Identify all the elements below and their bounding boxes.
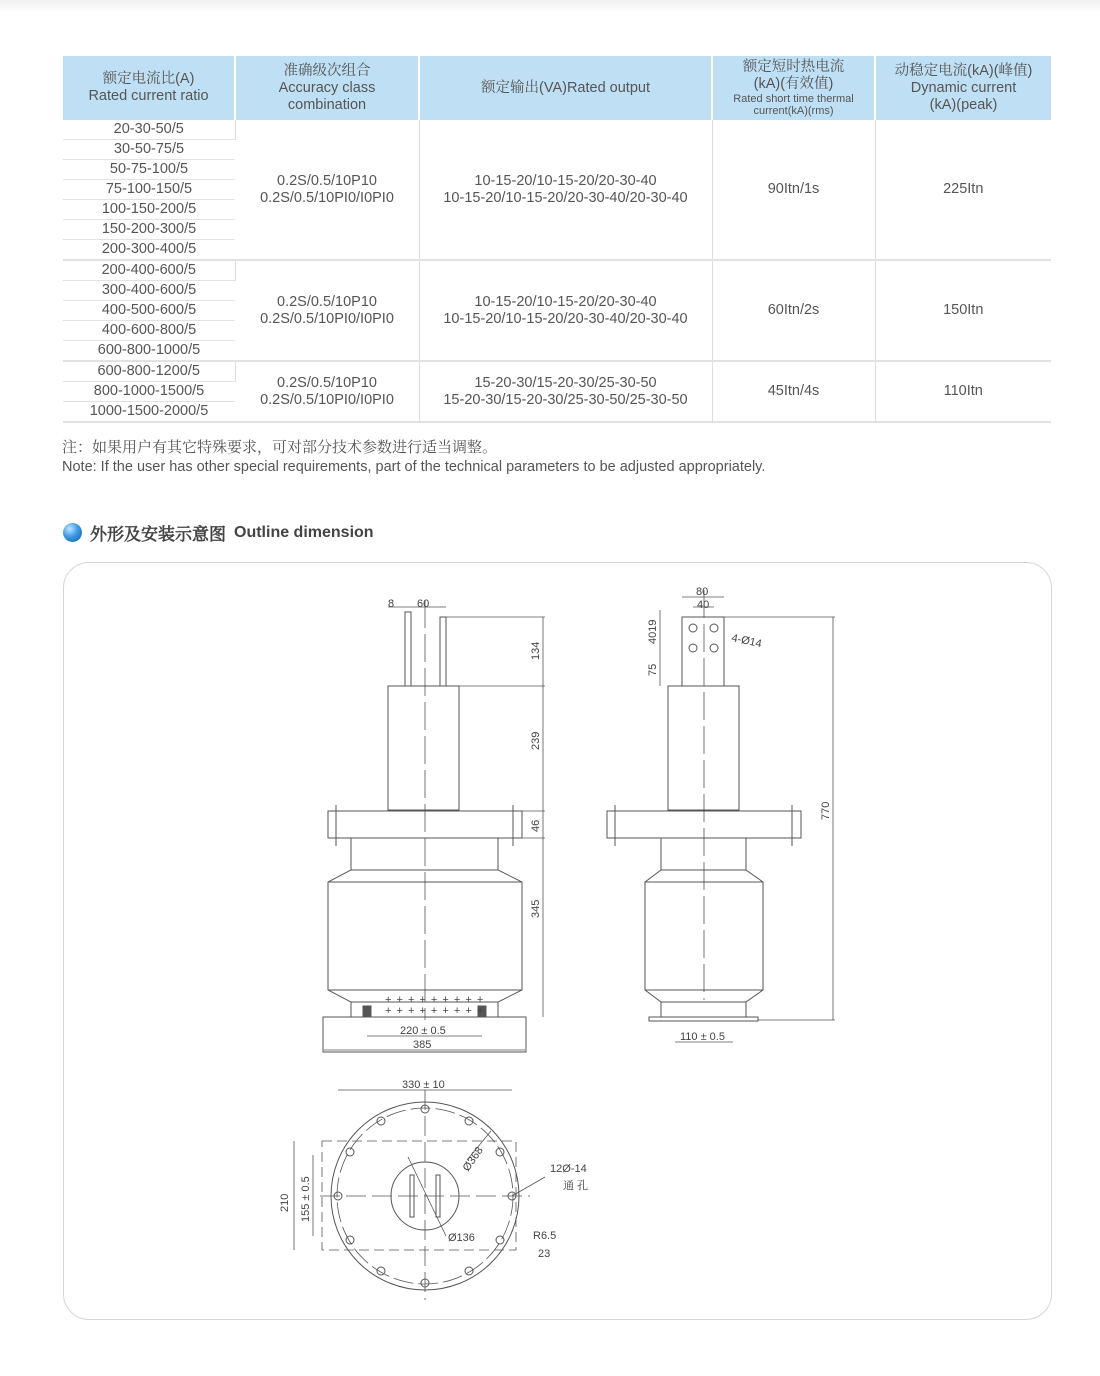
upper-insulator xyxy=(388,686,459,810)
dim-40: 40 xyxy=(697,599,710,611)
dim-110: 110 ± 0.5 xyxy=(680,1031,725,1043)
note-en: Note: If the user has other special requirements, part of the technical parameters to be adjusted appropriately. xyxy=(62,459,766,475)
output-line: 10-15-20/10-15-20/20-30-40/20-30-40 xyxy=(443,189,688,206)
header-en: Rated current ratio xyxy=(88,88,209,104)
header-cn: 准确级次组合 xyxy=(283,62,371,79)
dim-r65: R6.5 xyxy=(533,1230,557,1242)
dim-345: 345 xyxy=(530,899,542,918)
cell-current-ratio: 75-100-150/5 xyxy=(63,180,235,200)
cell-current-ratio: 30-50-75/5 xyxy=(63,140,235,160)
dim-through: 通 孔 xyxy=(563,1180,589,1192)
dynamic-value: 225Itn xyxy=(943,181,984,197)
cell-current-ratio: 1000-1500-2000/5 xyxy=(63,402,235,423)
bottom-dimensions xyxy=(279,1079,588,1260)
dim-holes: 12Ø-14 xyxy=(550,1163,587,1175)
dim-60: 60 xyxy=(417,598,430,610)
svg-text:+ + + + + + + + +: + + + + + + + + + xyxy=(385,994,485,1006)
dim-4019: 4019 xyxy=(647,619,659,644)
accuracy-line: 0.2S/0.5/10PI0/I0PI0 xyxy=(260,391,394,408)
cell-current-ratio: 200-400-600/5 xyxy=(63,260,235,281)
output-line: 10-15-20/10-15-20/20-30-40 xyxy=(474,172,657,189)
accuracy-line: 0.2S/0.5/10P10 xyxy=(277,172,377,189)
output-line: 15-20-30/15-20-30/25-30-50 xyxy=(474,374,657,391)
cell-current-ratio: 400-500-600/5 xyxy=(63,301,235,321)
output-line: 10-15-20/10-15-20/20-30-40 xyxy=(474,293,657,310)
cell-current-ratio: 300-400-600/5 xyxy=(63,281,235,301)
cell-current-ratio: 600-800-1200/5 xyxy=(63,361,235,382)
accuracy-line: 0.2S/0.5/10P10 xyxy=(277,293,377,310)
dim-134: 134 xyxy=(530,641,542,660)
dim-80: 80 xyxy=(696,586,709,598)
accuracy-line: 0.2S/0.5/10P10 xyxy=(277,374,377,391)
header-cn: 额定电流比(A) xyxy=(102,71,195,87)
svg-text:+ + + + + + + + +: + + + + + + + + + xyxy=(385,1005,485,1017)
dynamic-value: 110Itn xyxy=(943,383,983,399)
dim-holes: 4-Ø14 xyxy=(730,632,763,651)
thermal-value: 45Itn/4s xyxy=(767,383,820,399)
cell-current-ratio: 400-600-800/5 xyxy=(63,321,235,341)
thermal-value: 90Itn/1s xyxy=(767,181,820,197)
dim-330: 330 ± 10 xyxy=(402,1079,445,1091)
dim-8: 8 xyxy=(388,598,395,610)
base-outline xyxy=(322,1141,516,1250)
terminal-bars xyxy=(405,612,446,686)
dim-136: Ø136 xyxy=(448,1232,475,1244)
header-cn: 额定短时热电流 xyxy=(742,59,845,75)
bolt xyxy=(363,1006,371,1017)
header-cn: 动稳定电流(kA)(峰值) xyxy=(894,62,1033,79)
section-title-en: Outline dimension xyxy=(234,523,374,541)
dim-23: 23 xyxy=(538,1248,551,1260)
cell-current-ratio: 100-150-200/5 xyxy=(63,200,235,220)
cell-current-ratio: 150-200-300/5 xyxy=(63,220,235,240)
dynamic-value: 150Itn xyxy=(943,302,984,318)
output-line: 15-20-30/15-20-30/25-30-50/25-30-50 xyxy=(443,391,688,408)
dim-46: 46 xyxy=(530,819,542,832)
base-foot xyxy=(649,1017,758,1021)
header-en: Rated short time thermal xyxy=(733,93,854,105)
side-view xyxy=(607,590,835,1042)
accuracy-line: 0.2S/0.5/10PI0/I0PI0 xyxy=(260,189,394,206)
accuracy-line: 0.2S/0.5/10PI0/I0PI0 xyxy=(260,310,394,327)
dim-239: 239 xyxy=(530,731,542,750)
bottom-view xyxy=(294,1090,545,1300)
header-en: Accuracy class xyxy=(278,79,376,96)
dim-220: 220 ± 0.5 xyxy=(400,1025,446,1037)
header-en: current(kA)(rms) xyxy=(753,105,834,117)
dim-75: 75 xyxy=(647,663,659,676)
front-view xyxy=(323,600,545,1052)
dim-210: 210 xyxy=(279,1193,291,1212)
output-line: 10-15-20/10-15-20/20-30-40/20-30-40 xyxy=(443,310,688,327)
header-cn-en: 额定输出(VA)Rated output xyxy=(481,79,650,96)
header-cn: (kA)(有效值) xyxy=(753,76,834,92)
dim-385: 385 xyxy=(413,1039,432,1051)
dim-368: Ø368 xyxy=(460,1144,486,1174)
cell-current-ratio: 800-1000-1500/5 xyxy=(63,382,235,402)
cell-current-ratio: 600-800-1000/5 xyxy=(63,341,235,362)
dim-770: 770 xyxy=(820,801,832,820)
header-en: (kA)(peak) xyxy=(929,96,998,113)
upper-insulator xyxy=(668,686,739,810)
header-en: combination xyxy=(287,96,367,113)
note-cn: 注：如果用户有其它特殊要求，可对部分技术参数进行适当调整。 xyxy=(62,439,498,456)
cell-current-ratio: 50-75-100/5 xyxy=(63,160,235,180)
cell-current-ratio: 20-30-50/5 xyxy=(63,120,235,140)
header-en: Dynamic current xyxy=(910,79,1017,96)
side-dimensions xyxy=(647,586,832,1043)
cell-current-ratio: 200-300-400/5 xyxy=(63,240,235,261)
section-title-cn: 外形及安装示意图 xyxy=(90,525,226,544)
thermal-value: 60Itn/2s xyxy=(767,302,820,318)
dim-155: 155 ± 0.5 xyxy=(300,1176,312,1222)
